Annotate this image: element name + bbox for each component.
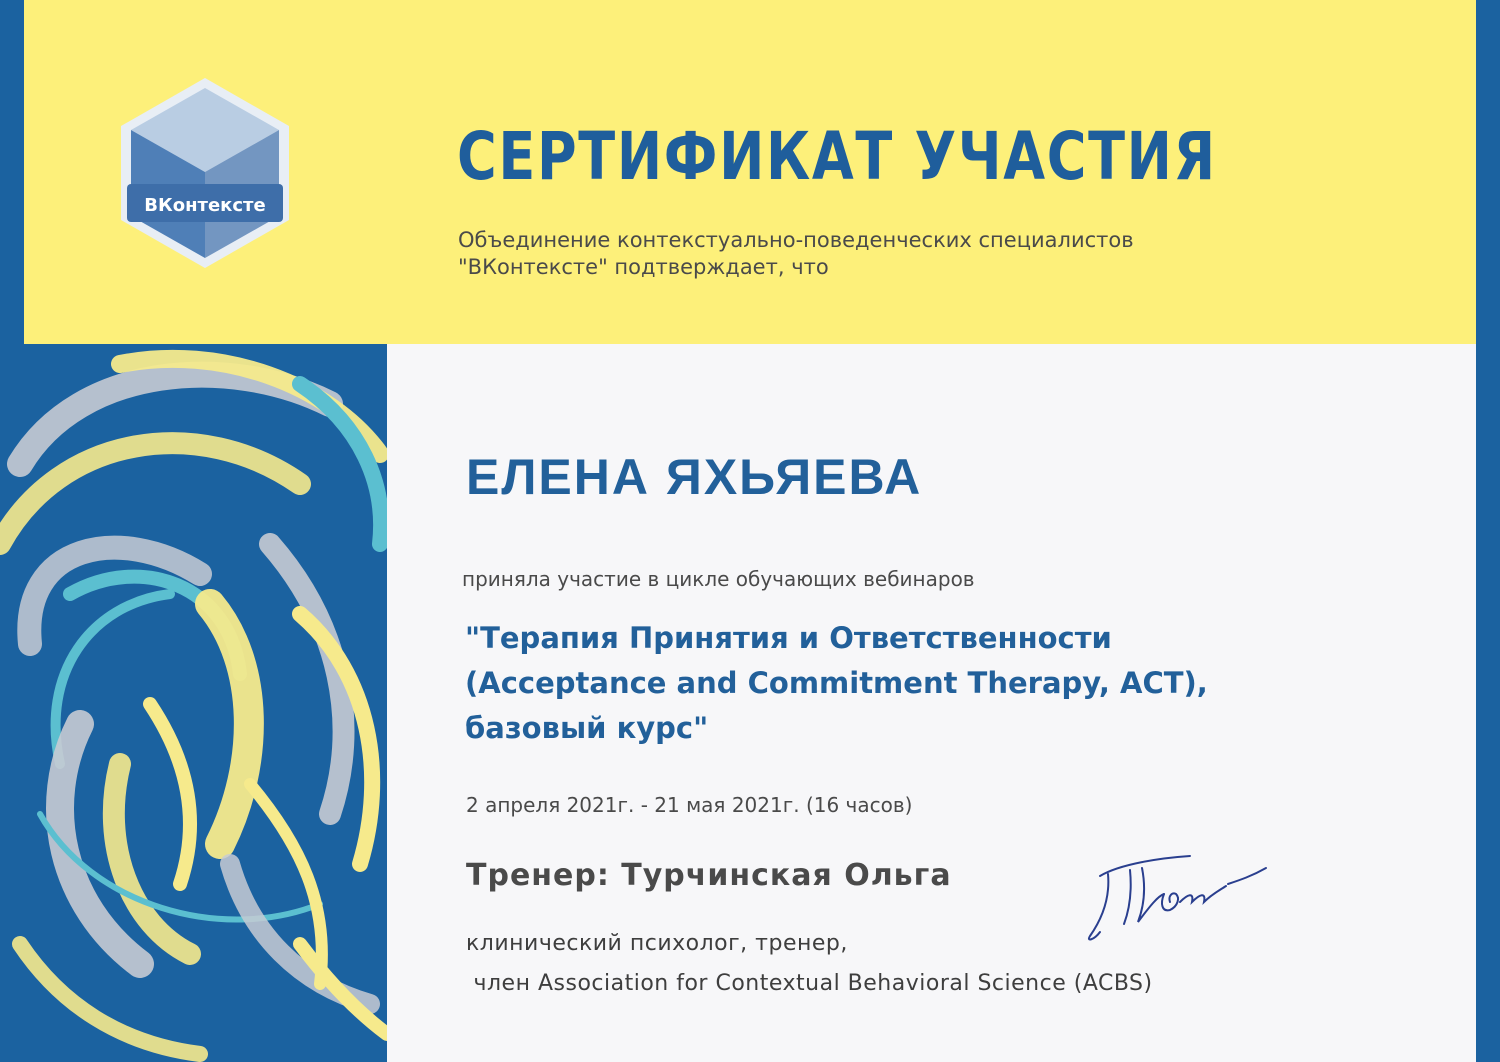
trainer-description (466, 924, 1153, 1004)
course-title-line-3: базовый курс" (465, 711, 709, 745)
participation-text: приняла участие в цикле обучающих вебинаров (462, 567, 975, 591)
abstract-paint-artwork (0, 344, 387, 1062)
course-dates: 2 апреля 2021г. - 21 мая 2021г. (16 часов) (466, 793, 913, 817)
brush-strokes (0, 344, 387, 1062)
vkontekste-logo (115, 74, 295, 272)
certificate-title: СЕРТИФИКАТ УЧАСТИЯ (457, 118, 1217, 195)
course-title (465, 616, 1415, 751)
course-title-line-2: (Acceptance and Commitment Therapy, ACT), (465, 666, 1208, 700)
issuer-line-2: "ВКонтексте" подтверждает, что (458, 255, 829, 279)
trainer-name: Тренер: Турчинская Ольга (466, 858, 952, 893)
trainer-signature (1080, 836, 1290, 946)
course-title-line-1: "Терапия Принятия и Ответственности (465, 621, 1112, 655)
issuer-statement (458, 227, 1358, 281)
recipient-name: ЕЛЕНА ЯХЬЯЕВА (466, 449, 923, 505)
logo-text: ВКонтексте (144, 195, 266, 216)
cube-icon (115, 74, 295, 272)
trainer-desc-line-1: клинический психолог, тренер, (466, 931, 848, 956)
signature-icon (1080, 836, 1290, 946)
trainer-desc-line-2: член Association for Contextual Behavioral Science (ACBS) (466, 971, 1153, 996)
issuer-line-1: Объединение контекстуально-поведенческих специалистов (458, 228, 1134, 252)
